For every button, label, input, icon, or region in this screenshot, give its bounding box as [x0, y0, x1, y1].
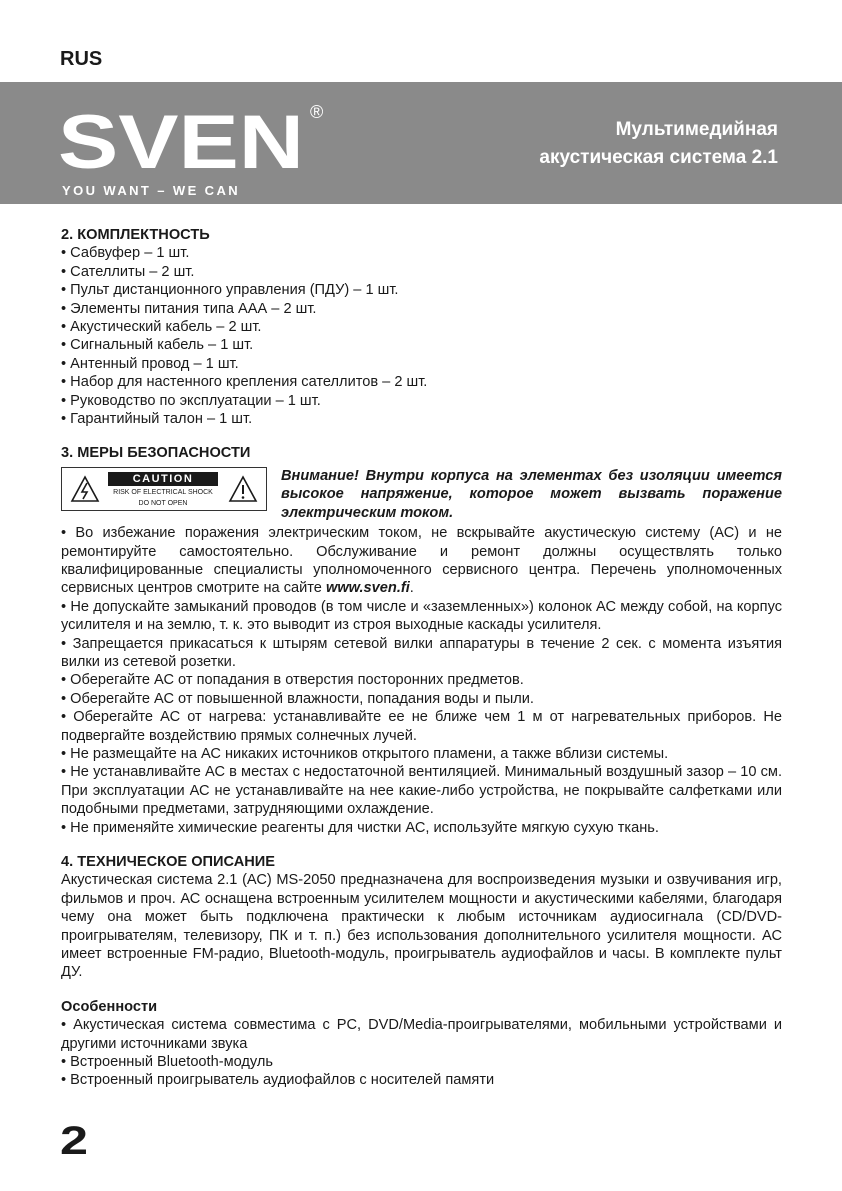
header-banner	[0, 82, 842, 204]
section-features	[61, 998, 782, 1090]
logo-wordmark: SVEN	[58, 100, 304, 174]
list-item: • Не применяйте химические реагенты для чистки АС, используйте мягкую сухую ткань.	[61, 819, 782, 837]
safety-item-suffix: .	[409, 580, 414, 597]
page-number	[60, 1124, 100, 1156]
exclamation-warning-icon	[228, 475, 258, 503]
contents-list	[61, 244, 782, 428]
list-item: • Сателлиты – 2 шт.	[61, 263, 782, 281]
lightning-warning-icon	[70, 475, 100, 503]
features-title: Особенности	[61, 998, 158, 1015]
caution-line1: RISK OF ELECTRICAL SHOCK	[113, 488, 213, 496]
technical-description-text: Акустическая система 2.1 (АС) MS-2050 предназначена для воспроизведения музыки и озвучивания игр, фильмов и проч. АС оснащена встроенным усилителем мощности и акустическими кабелями, благодаря чему она может быть подключена практически к любым источникам аудиосигнала (CD/DVD-проигрывателям, телевизору, ПК и т. п.) без использования дополнительного усилителя мощности. АС имеет встроенные FM-радио, Bluetooth-модуль, проигрыватель аудиофайлов и часы. В комплекте пульт ДУ.	[61, 872, 782, 981]
section-package-contents	[61, 226, 782, 428]
language-label: RUS	[60, 48, 103, 70]
page-number-text: 2	[60, 1124, 88, 1156]
slogan: YOU WANT – WE CAN	[62, 183, 241, 198]
caution-label	[61, 467, 267, 511]
list-item: • Не устанавливайте АС в местах с недостаточной вентиляцией. Минимальный воздушный зазор – 10 см. При эксплуатации АС не устанавливайте на нее какие-либо устройства, не покрывайте салфетками или подобными предметами, затрудняющими охлаждение.	[61, 763, 782, 818]
list-item: • Оберегайте АС от нагрева: устанавливайте ее не ближе чем 1 м от нагревательных приборов. Не подвергайте воздействию прямых солнечных лучей.	[61, 708, 782, 745]
list-item: • Антенный провод – 1 шт.	[61, 355, 782, 373]
list-item: • Набор для настенного крепления сателлитов – 2 шт.	[61, 373, 782, 391]
list-item: • Акустический кабель – 2 шт.	[61, 318, 782, 336]
list-item: • Оберегайте АС от попадания в отверстия посторонних предметов.	[61, 671, 782, 689]
section-title: 2. КОМПЛЕКТНОСТЬ	[61, 227, 210, 243]
service-site-link[interactable]: www.sven.fi	[325, 580, 410, 597]
list-item: • Встроенный проигрыватель аудиофайлов с носителей памяти	[61, 1071, 782, 1089]
section-safety	[61, 444, 782, 837]
list-item: • Руководство по эксплуатации – 1 шт.	[61, 392, 782, 410]
list-item: • Не допускайте замыканий проводов (в том числе и «заземленных») колонок АС между собой, на корпус усилителя и на землю, т. к. это выводит из строя выходные каскады усилителя.	[61, 598, 782, 635]
product-title-line1: Мультимедийная	[615, 119, 778, 140]
safety-list	[61, 598, 782, 837]
product-title-line2: акустическая система 2.1	[539, 147, 778, 168]
features-list	[61, 1016, 782, 1090]
caution-line2: DO NOT OPEN	[138, 499, 188, 507]
warning-text: Внимание! Внутри корпуса на элементах без изоляции имеется высокое напряжение, которое может вызвать поражение электрическим током.	[281, 467, 782, 521]
section-title: 3. МЕРЫ БЕЗОПАСНОСТИ	[61, 445, 251, 462]
list-item: • Гарантийный талон – 1 шт.	[61, 410, 782, 428]
caution-title: CAUTION	[108, 472, 218, 486]
list-item: • Акустическая система совместима с PC, DVD/Media-проигрывателями, мобильными устройствами и другими источниками звука	[61, 1016, 782, 1053]
list-item: • Встроенный Bluetooth-модуль	[61, 1053, 782, 1071]
list-item: • Элементы питания типа ААА – 2 шт.	[61, 300, 782, 318]
sven-logo-graphic	[58, 100, 308, 174]
product-title	[539, 116, 778, 172]
registered-mark: ®	[310, 102, 324, 122]
caution-row	[61, 467, 782, 522]
list-item: • Сабвуфер – 1 шт.	[61, 244, 782, 262]
list-item: • Пульт дистанционного управления (ПДУ) – 1 шт.	[61, 281, 782, 299]
list-item: • Оберегайте АС от повышенной влажности, попадания воды и пыли.	[61, 690, 782, 708]
safety-item	[61, 524, 782, 598]
list-item: • Сигнальный кабель – 1 шт.	[61, 336, 782, 354]
caution-center	[108, 472, 218, 508]
list-item: • Не размещайте на АС никаких источников открытого пламени, а также вблизи системы.	[61, 745, 782, 763]
safety-item-text: • Во избежание поражения электрическим током, не вскрывайте акустическую систему (АС) и не ремонтируйте самостоятельно. Обслуживание и ремонт должны осуществлять только квалифицированные специалисты уполномоченного сервисного центра. Перечень уполномоченных сервисных центров смотрите на сайте	[61, 525, 782, 597]
list-item: • Запрещается прикасаться к штырям сетевой вилки аппаратуры в течение 2 сек. с момента изъятия вилки из сетевой розетки.	[61, 635, 782, 672]
section-title: 4. ТЕХНИЧЕСКОЕ ОПИСАНИЕ	[61, 854, 276, 870]
brand-logo	[58, 100, 338, 198]
document-body	[61, 226, 782, 1090]
section-technical-description	[61, 853, 782, 982]
